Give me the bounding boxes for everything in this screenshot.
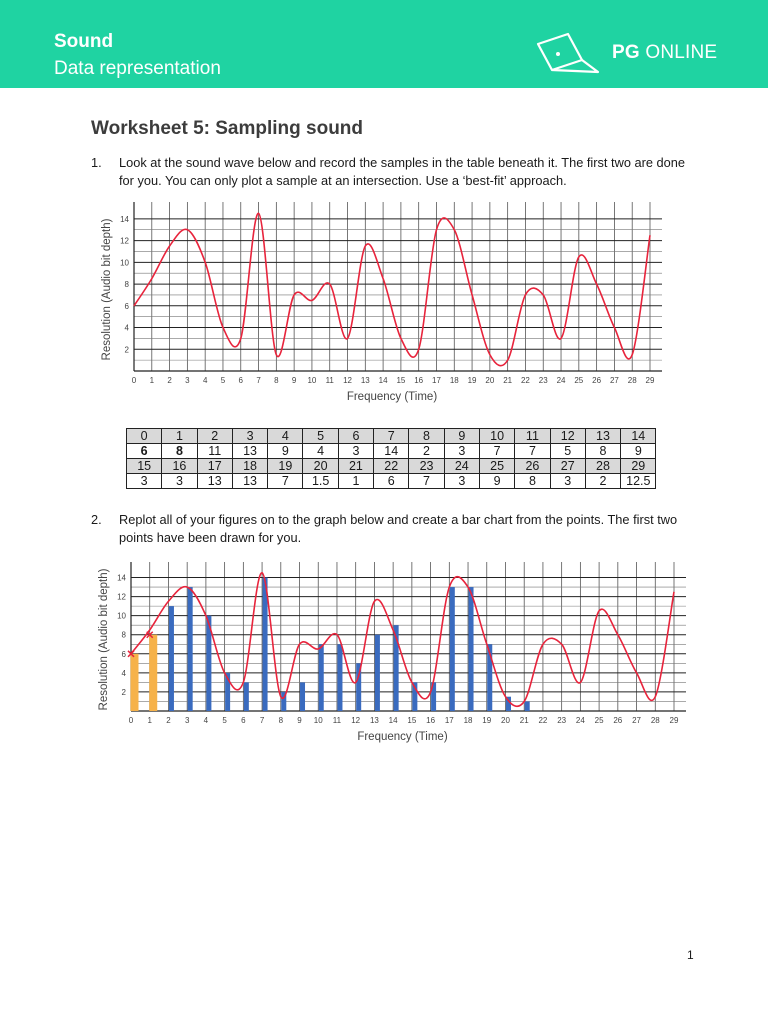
x-tick-label: 22: [520, 376, 530, 385]
question-1-number: 1.: [91, 155, 102, 170]
bar: [244, 682, 249, 711]
x-tick-label: 17: [444, 716, 454, 725]
x-tick-label: 17: [432, 376, 441, 385]
x-tick-label: 3: [185, 376, 190, 385]
table-cell: 13: [585, 429, 620, 444]
brand-rest: ONLINE: [639, 42, 718, 63]
x-tick-label: 4: [203, 716, 209, 725]
question-1-text: Look at the sound wave below and record the samples in the table beneath it. The first two are done for you. You can only plot a sample at an intersection. Use a ‘best-fit’ approach.: [119, 155, 686, 188]
table-cell: 6: [338, 429, 373, 444]
x-tick-label: 18: [449, 376, 459, 385]
table-cell: 8: [162, 444, 197, 459]
question-2-text: Replot all of your figures on to the graph below and create a bar chart from the points. The first two points have been drawn for you.: [119, 512, 678, 545]
table-cell: 3: [127, 474, 162, 489]
table-cell: 28: [585, 459, 620, 474]
x-tick-label: 24: [556, 376, 566, 385]
table-index-row: [127, 459, 656, 474]
table-cell: 4: [303, 444, 338, 459]
x-tick-label: 10: [307, 376, 317, 385]
bar: [375, 635, 380, 711]
table-cell: 1: [338, 474, 373, 489]
bar: [169, 606, 174, 711]
y-tick-label: 2: [121, 687, 126, 697]
table-cell: 15: [127, 459, 162, 474]
wave-line: [134, 213, 650, 365]
x-tick-label: 13: [369, 716, 379, 725]
x-tick-label: 18: [463, 716, 473, 725]
table-cell: 14: [621, 429, 656, 444]
y-axis-label: Resolution (Audio bit depth): [98, 568, 110, 711]
x-tick-label: 8: [278, 716, 284, 725]
x-tick-label: 27: [632, 716, 642, 725]
table-cell: 0: [127, 429, 162, 444]
x-tick-label: 5: [220, 376, 226, 385]
bar: [469, 587, 474, 711]
table-cell: 11: [515, 429, 550, 444]
x-tick-label: 24: [575, 716, 585, 725]
table-cell: 18: [232, 459, 267, 474]
table-index-row: [127, 429, 656, 444]
table-cell: 13: [232, 474, 267, 489]
table-value-row: [127, 444, 656, 459]
table-cell: 3: [338, 444, 373, 459]
x-tick-label: 28: [650, 716, 660, 725]
table-cell: 6: [127, 444, 162, 459]
bar: [131, 654, 139, 711]
table-cell: 1: [162, 429, 197, 444]
table-cell: 29: [621, 459, 656, 474]
grid-lines: [134, 202, 662, 371]
x-tick-label: 29: [645, 376, 655, 385]
x-tick-label: 6: [241, 716, 246, 725]
x-tick-label: 25: [594, 716, 604, 725]
grid-lines: [131, 562, 686, 711]
x-tick-label: 25: [574, 376, 584, 385]
table-cell: 20: [303, 459, 338, 474]
x-tick-label: 2: [166, 716, 171, 725]
x-tick-label: 2: [167, 376, 172, 385]
x-tick-label: 27: [609, 376, 619, 385]
x-tick-label: 15: [407, 716, 417, 725]
bar-chart: [0, 555, 768, 755]
page-number: 1: [687, 948, 694, 962]
table-cell: 12: [550, 429, 585, 444]
worksheet-title: Worksheet 5: Sampling sound: [91, 118, 364, 139]
brand-name: [612, 42, 717, 64]
table-cell: 14: [374, 444, 409, 459]
table-cell: 8: [409, 429, 444, 444]
table-cell: 9: [621, 444, 656, 459]
y-tick-label: 14: [117, 573, 126, 583]
x-tick-label: 19: [467, 376, 477, 385]
table-cell: 7: [515, 444, 550, 459]
y-tick-label: 14: [120, 214, 129, 224]
x-tick-label: 16: [426, 716, 436, 725]
question-2: [91, 511, 691, 551]
table-cell: 5: [550, 444, 585, 459]
subject-title: Sound: [54, 31, 114, 52]
table-cell: 9: [479, 474, 514, 489]
x-tick-label: 23: [538, 376, 548, 385]
x-tick-label: 9: [291, 376, 297, 385]
question-2-number: 2.: [91, 512, 102, 527]
table-cell: 27: [550, 459, 585, 474]
sound-wave-chart: [0, 192, 768, 412]
table-cell: 3: [550, 474, 585, 489]
x-tick-label: 15: [396, 376, 406, 385]
table-cell: 23: [409, 459, 444, 474]
table-cell: 11: [197, 444, 232, 459]
x-tick-label: 28: [627, 376, 637, 385]
table-cell: 8: [515, 474, 550, 489]
bar: [300, 682, 305, 711]
bar: [149, 635, 157, 711]
table-cell: 13: [232, 444, 267, 459]
x-tick-label: 4: [202, 376, 208, 385]
bar: [319, 644, 324, 711]
table-cell: 7: [479, 444, 514, 459]
x-tick-label: 6: [238, 376, 243, 385]
table-cell: 7: [409, 474, 444, 489]
y-tick-label: 6: [124, 301, 129, 311]
x-tick-label: 7: [259, 716, 265, 725]
table-cell: 2: [197, 429, 232, 444]
x-tick-label: 22: [538, 716, 548, 725]
y-axis-label: Resolution (Audio bit depth): [101, 218, 113, 361]
x-axis-label: Frequency (Time): [346, 391, 438, 403]
y-tick-label: 2: [124, 345, 129, 355]
table-cell: 3: [444, 444, 479, 459]
table-cell: 19: [268, 459, 303, 474]
x-tick-label: 14: [388, 716, 398, 725]
table-cell: 24: [444, 459, 479, 474]
table-cell: 16: [162, 459, 197, 474]
wave-line: [131, 573, 674, 707]
bar: [337, 644, 342, 711]
table-cell: 8: [585, 444, 620, 459]
y-tick-label: 4: [124, 323, 129, 333]
table-cell: 21: [338, 459, 373, 474]
table-cell: 9: [444, 429, 479, 444]
x-tick-label: 26: [592, 376, 602, 385]
x-tick-label: 0: [131, 376, 137, 385]
table-value-row: [127, 474, 656, 489]
x-tick-label: 11: [325, 376, 334, 385]
bar: [450, 587, 455, 711]
x-tick-label: 12: [351, 716, 361, 725]
table-cell: 4: [268, 429, 303, 444]
table-cell: 9: [268, 444, 303, 459]
x-tick-label: 8: [274, 376, 279, 385]
x-tick-label: 0: [128, 716, 134, 725]
table-cell: 10: [479, 429, 514, 444]
x-tick-label: 20: [501, 716, 510, 725]
table-cell: 2: [585, 474, 620, 489]
x-tick-label: 3: [184, 716, 190, 725]
x-tick-label: 10: [313, 716, 323, 725]
question-1: [91, 154, 691, 194]
x-tick-label: 21: [519, 716, 529, 725]
y-tick-label: 10: [117, 611, 126, 621]
x-tick-label: 19: [482, 716, 492, 725]
table-cell: 13: [197, 474, 232, 489]
brand-bold: PG: [612, 42, 640, 63]
x-tick-label: 1: [147, 716, 152, 725]
x-tick-label: 23: [557, 716, 567, 725]
table-cell: 25: [479, 459, 514, 474]
table-cell: 17: [197, 459, 232, 474]
table-cell: 1.5: [303, 474, 338, 489]
table-cell: 2: [409, 444, 444, 459]
table-cell: 12.5: [621, 474, 656, 489]
x-tick-label: 20: [485, 376, 495, 385]
table-cell: 22: [374, 459, 409, 474]
x-tick-label: 13: [360, 376, 370, 385]
table-cell: 6: [374, 474, 409, 489]
bar: [188, 587, 193, 711]
x-tick-label: 14: [378, 376, 388, 385]
table-cell: 7: [374, 429, 409, 444]
y-tick-label: 12: [117, 592, 126, 602]
topic-subtitle: Data representation: [54, 58, 221, 79]
table-cell: 7: [268, 474, 303, 489]
x-axis-label: Frequency (Time): [357, 731, 448, 743]
x-tick-label: 9: [297, 716, 302, 725]
x-tick-label: 5: [222, 716, 227, 725]
sample-table: [126, 428, 656, 489]
y-tick-label: 6: [121, 649, 126, 659]
y-tick-label: 10: [120, 258, 129, 268]
table-cell: 5: [303, 429, 338, 444]
x-tick-label: 26: [613, 716, 623, 725]
table-cell: 3: [162, 474, 197, 489]
table-cell: 3: [232, 429, 267, 444]
x-tick-label: 1: [149, 376, 155, 385]
x-tick-label: 16: [414, 376, 424, 385]
y-tick-label: 4: [121, 668, 126, 678]
bar: [525, 701, 530, 711]
x-tick-label: 29: [669, 716, 679, 725]
y-tick-label: 12: [120, 236, 129, 246]
table-cell: 26: [515, 459, 550, 474]
table-cell: 3: [444, 474, 479, 489]
y-tick-label: 8: [124, 280, 129, 290]
x-tick-label: 21: [503, 376, 513, 385]
y-tick-label: 8: [121, 630, 126, 640]
x-tick-label: 7: [256, 376, 261, 385]
header-banner: [0, 0, 768, 88]
x-tick-label: 12: [343, 376, 352, 385]
x-tick-label: 11: [332, 716, 342, 725]
